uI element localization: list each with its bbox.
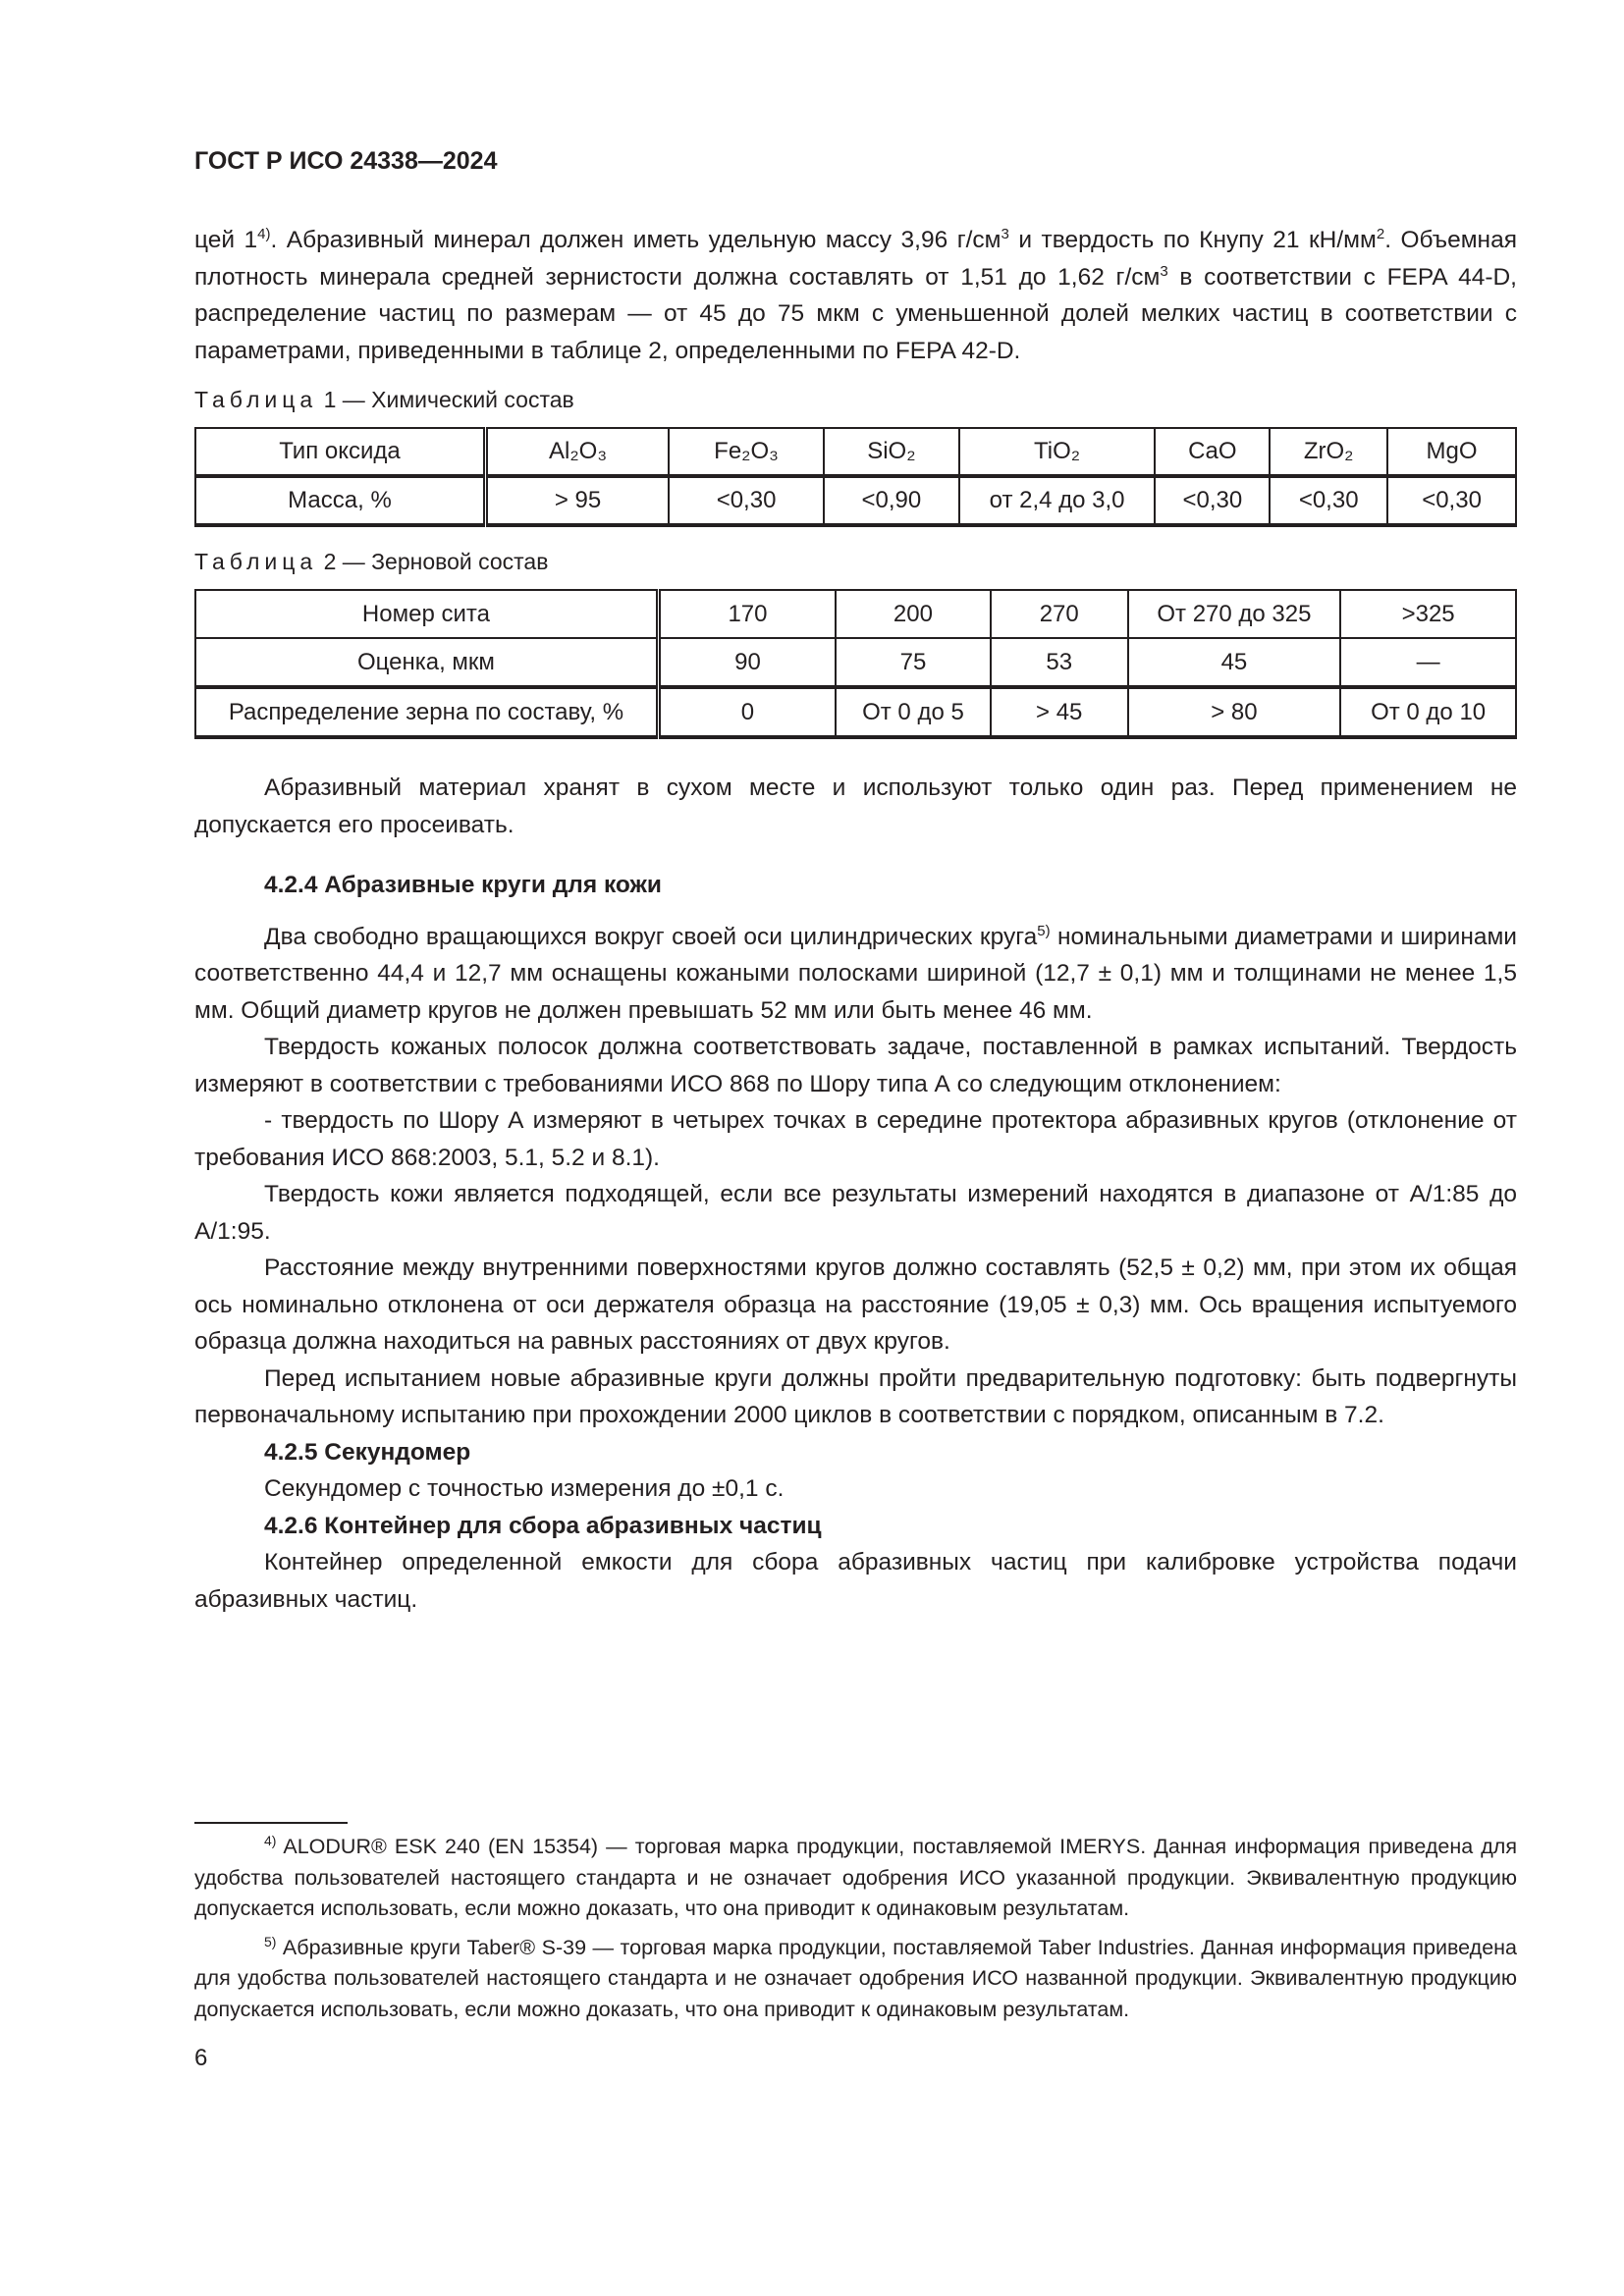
- table1-caption: Таблица 1 — Химический состав: [194, 387, 574, 412]
- section-heading-4-2-4: 4.2.4 Абразивные круги для кожи: [264, 872, 662, 898]
- table-row: Распределение зерна по составу, % 0 От 0 до 5 > 45 > 80 От 0 до 10: [195, 687, 1516, 737]
- page-number: 6: [194, 2045, 208, 2071]
- table-row: Оценка, мкм 90 75 53 45 —: [195, 638, 1516, 687]
- document-header: ГОСТ Р ИСО 24338—2024: [194, 147, 498, 175]
- paragraph: Твердость кожи является подходящей, если все результаты измерений находятся в диапазоне от А/1:85 до А/1:95.: [194, 1181, 1517, 1245]
- table-chemical-composition: [194, 427, 1517, 527]
- table-row: Тип оксида Al₂O₃ Fe₂O₃ SiO₂ TiO₂ CaO ZrO₂ MgO: [195, 428, 1516, 476]
- table2-caption: Таблица 2 — Зерновой состав: [194, 549, 549, 574]
- list-item: - твердость по Шору А измеряют в четырех точках в середине протектора абразивных кругов (отклонение от требования ИСО 868:2003, 5.1, 5.2 и 8.1).: [194, 1107, 1517, 1171]
- table-row: Масса, % > 95 <0,30 <0,90 от 2,4 до 3,0 <0,30 <0,30 <0,30: [195, 476, 1516, 525]
- paragraph: Перед испытанием новые абразивные круги должны пройти предварительную подготовку: быть подвергнуты первоначальному испытанию при прохождении 2000 циклов в соответствии с порядком, описанным в 7.2.: [194, 1364, 1517, 1428]
- section-heading-4-2-5: 4.2.5 Секундомер: [264, 1438, 471, 1466]
- footnote-4: $^{4)}$ ALODUR® ESK 240 (EN 15354) — торговая марка продукции, поставляемой IMERYS. Данная информация приведена для удобства пользователей настоящего стандарта и не означает одобрения ИСО указанной продукции. Эквивалентную продукцию допускается использовать, если можно доказать, что она приводит к одинаковым результатам.: [194, 1833, 1517, 1920]
- paragraph: Два свободно вращающихся вокруг своей оси цилиндрических круга$^{5)}$ номинальными диаметрами и ширинами соответственно 44,4 и 12,7 мм оснащены кожаными полосками шириной (12,7 ± 0,1) мм и толщинами не менее 1,5 мм. Общий диаметр кругов не должен превышать 52 мм или быть менее 46 мм.: [194, 922, 1517, 1024]
- footnote-separator: [194, 1822, 348, 1824]
- paragraph: Контейнер определенной емкости для сбора абразивных частиц при калибровке устройства подачи абразивных частиц.: [194, 1549, 1517, 1613]
- footnote-ref: 4): [257, 226, 271, 242]
- table-row: Номер сита 170 200 270 От 270 до 325 >325: [195, 590, 1516, 638]
- footnote-ref: 5): [1037, 922, 1051, 939]
- paragraph: Абразивный материал хранят в сухом месте и используют только один раз. Перед применением не допускается его просеивать.: [194, 774, 1517, 838]
- paragraph: Расстояние между внутренними поверхностями кругов должно составлять (52,5 ± 0,2) мм, при этом их общая ось номинально отклонена от оси держателя образца на расстояние (19,05 ± 0,3) мм. Ось вращения испытуемого образца должна находиться на равных расстояниях от двух кругов.: [194, 1255, 1517, 1355]
- paragraph: Секундомер с точностью измерения до ±0,1 с.: [264, 1475, 785, 1502]
- table-grain-composition: [194, 589, 1517, 739]
- paragraph: Твердость кожаных полосок должна соответствовать задаче, поставленной в рамках испытаний. Твердость измеряют в соответствии с требованиями ИСО 868 по Шору типа А со следующим отклонением:: [194, 1034, 1517, 1097]
- section-heading-4-2-6: 4.2.6 Контейнер для сбора абразивных частиц: [264, 1512, 822, 1539]
- footnote-5: $^{5)}$ Абразивные круги Taber® S-39 — торговая марка продукции, поставляемой Taber Industries. Данная информация приведена для удобства пользователей настоящего стандарта и не означает одобрения ИСО названной продукции. Эквивалентную продукцию допускается использовать, если можно доказать, что она приводит к одинаковым результатам.: [194, 1933, 1517, 2021]
- paragraph: цей 1$^{4)}$. Абразивный минерал должен иметь удельную массу 3,96 $г/см^3$ и твердость по Кнупу 21 $кН/мм^2$. Объемная плотность минерала средней зернистости должна составлять от 1,51 до 1,62 $г/см^3$ в соответствии с FEPA 44-D, распределение частиц по размерам — от 45 до 75 мкм с уменьшенной долей мелких частиц в соответствии с параметрами, приведенными в таблице 2, определенными по FEPA 42-D.: [194, 226, 1517, 364]
